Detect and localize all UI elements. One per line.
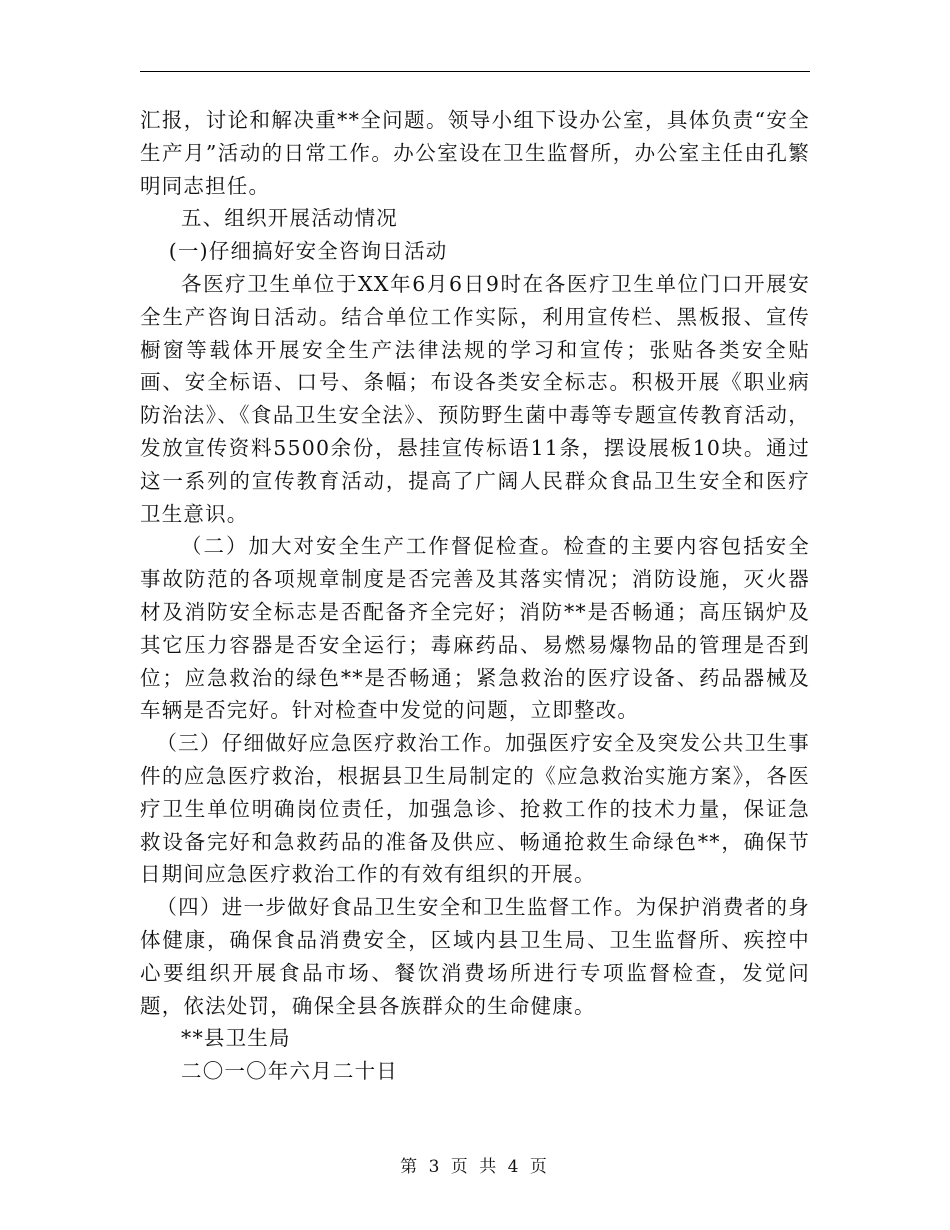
paragraph-emergency-treatment: （三）仔细做好应急医疗救治工作。加强医疗安全及突发公共卫生事件的应急医疗救治，根据县卫生局制定的《应急救治实施方案》，各医疗卫生单位明确岗位责任，加强急诊、抢救工作的技术力量，保证急救设备完好和急救药品的准备及供应、畅通抢救生命绿色**，确保节日期间应急医疗救治工作的有效有组织的开展。 — [140, 731, 810, 887]
paragraph-food-safety: （四）进一步做好食品卫生安全和卫生监督工作。为保护消费者的身体健康，确保食品消费安全，区域内县卫生局、卫生监督所、疾控中心要组织开展食品市场、餐饮消费场所进行专项监督检查，发觉问题，依法处罚，确保全县各族群众的生命健康。 — [140, 895, 810, 1018]
paragraph-continuation: 汇报，讨论和解决重**全问题。领导小组下设办公室，具体负责“安全生产月”活动的日常工作。办公室设在卫生监督所，办公室主任由孔繁明同志担任。 — [140, 108, 810, 198]
document-body — [140, 104, 810, 1088]
signature-date: 二〇一〇年六月二十日 — [181, 1059, 398, 1084]
page-footer — [0, 1152, 950, 1177]
subsection-heading-one: (一)仔细搞好安全咨询日活动 — [168, 239, 448, 264]
signature-organization: **县卫生局 — [181, 1026, 291, 1051]
page-number-label: 第 3 页 共 4 页 — [400, 1157, 550, 1177]
section-heading-five: 五、组织开展活动情况 — [181, 206, 398, 231]
paragraph-consultation-day: 各医疗卫生单位于XX年6月6日9时在各医疗卫生单位门口开展安全生产咨询日活动。结合单位工作实际，利用宣传栏、黑板报、宣传橱窗等载体开展安全生产法律法规的学习和宣传；张贴各类安全贴画、安全标语、口号、条幅；布设各类安全标志。积极开展《职业病防治法》、《食品卫生安全法》、预防野生菌中毒等专题宣传教育活动，发放宣传资料5500余份，悬挂宣传标语11条，摆设展板10块。通过这一系列的宣传教育活动，提高了广阔人民群众食品卫生安全和医疗卫生意识。 — [140, 271, 810, 526]
header-rule — [140, 71, 810, 72]
paragraph-inspection: （二）加大对安全生产工作督促检查。检查的主要内容包括安全事故防范的各项规章制度是否完善及其落实情况；消防设施，灭火器材及消防安全标志是否配备齐全完好；消防**是否畅通；高压锅炉及其它压力容器是否安全运行；毒麻药品、易燃易爆物品的管理是否到位；应急救治的绿色**是否畅通；紧急救治的医疗设备、药品器械及车辆是否完好。针对检查中发觉的问题，立即整改。 — [140, 534, 810, 723]
